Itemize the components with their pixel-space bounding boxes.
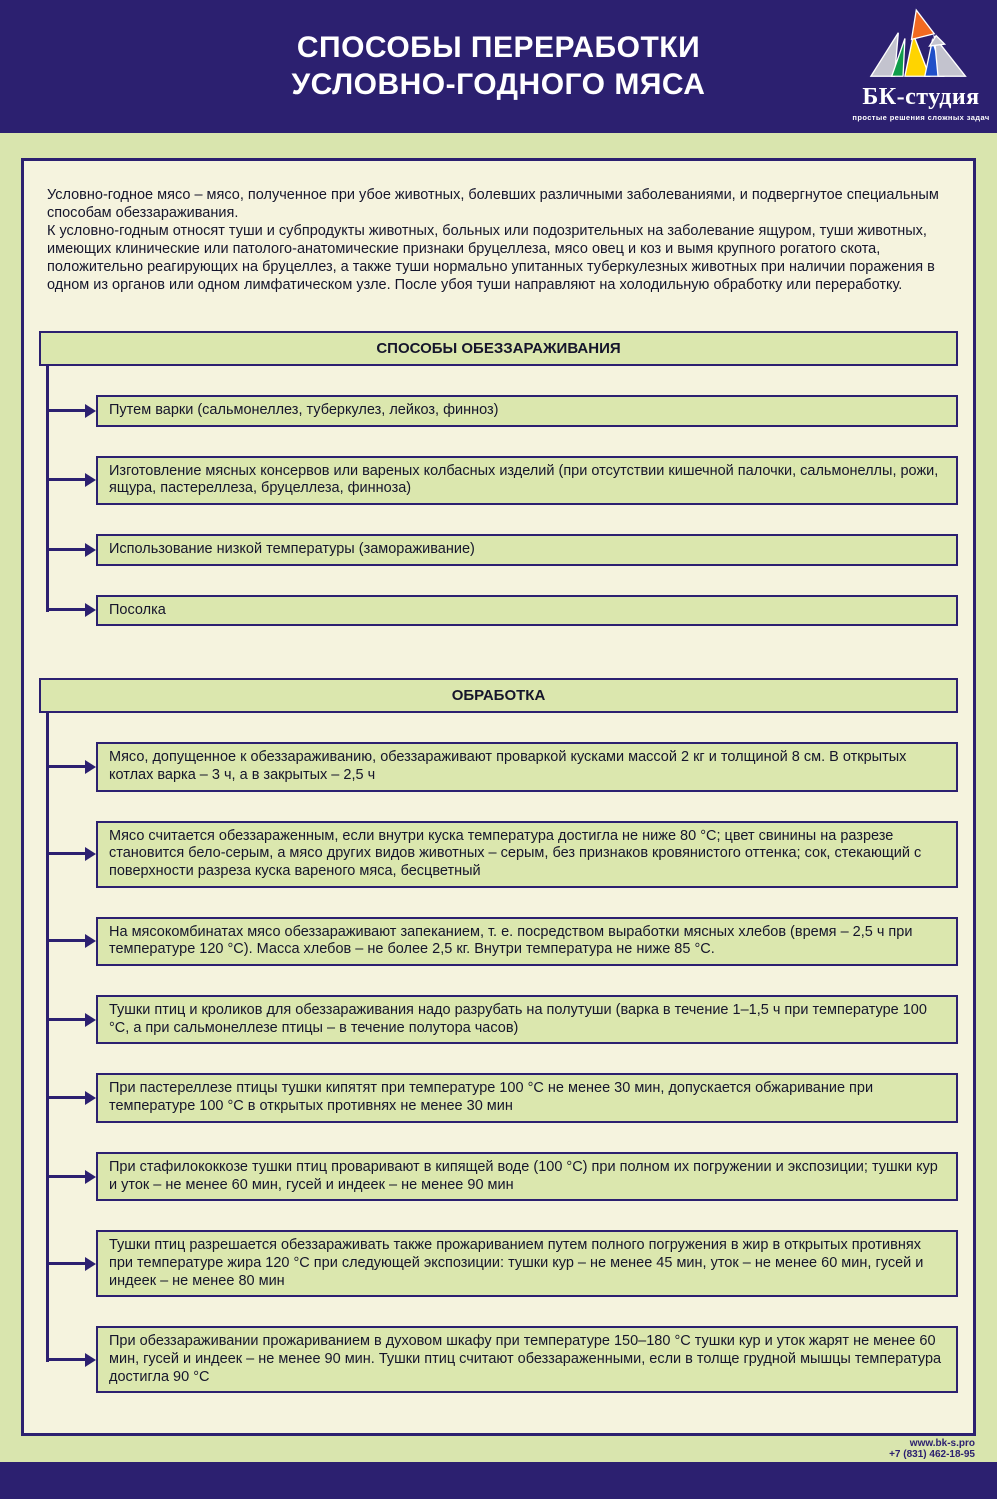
section-title: ОБРАБОТКА [39,678,958,713]
flow-item-box [96,917,958,966]
poster-header [0,0,997,133]
flow-item [39,1152,958,1201]
connector-arrow [39,534,96,566]
intro-paragraph-1: Условно-годное мясо – мясо, полученное при убое животных, болевших различными заболеваниями, и подвергнутое специальным способам обеззараживания. [47,187,939,221]
flow-item-box [96,1326,958,1393]
flow-item-box [96,534,958,566]
arrowhead-icon [85,1257,96,1271]
connector-arrow [39,742,96,791]
section-title: СПОСОБЫ ОБЕЗЗАРАЖИВАНИЯ [39,331,958,366]
flow-item [39,821,958,888]
flow-item-text: При обеззараживании прожариванием в духовом шкафу при температуре 150–180 °C тушки кур и уток жарят не менее 60 мин, гусей и индеек – не менее 90 мин. Тушки птиц считают обеззараженными, если в толще грудной мышцы температура достигла 90 °C [109,1333,942,1385]
connector-arrow [39,456,96,505]
flow-item-box [96,595,958,627]
page-title [292,30,706,104]
connector-arrow [39,1073,96,1122]
footer-phone: +7 (831) 462-18-95 [889,1449,975,1460]
connector-arrow [39,1230,96,1297]
section-disinfection-methods [39,331,958,626]
poster-body [0,133,997,1436]
flow-item-text: Путем варки (сальмонеллез, туберкулез, лейкоз, финноз) [109,401,499,418]
intro-paragraph-2: К условно-годным относят туши и субпродукты животных, больных или подозрительных на заболевание ящуром, туши животных, имеющих клинические или патолого-анатомические признаки бруцеллеза, мясо овец и коз и вымя крупного рогатого скота, положительно реагирующих на бруцеллез, а также туши нормально упитанных туберкулезных животных при наличии поражения в одном из органов или одном лимфатическом узле. После убоя туши направляют на холодильную обработку или переработку. [47,222,935,293]
connector-arrow [39,595,96,627]
flow-item-text: Посолка [109,601,166,618]
flow-item [39,1073,958,1122]
flow-item [39,995,958,1044]
flow-item-text: Мясо, допущенное к обеззараживанию, обеззараживают проваркой кусками массой 2 кг и толщиной 8 см. В открытых котлах варка – 3 ч, а в закрытых – 2,5 ч [109,749,907,783]
arrowhead-icon [85,404,96,418]
section-processing [39,678,958,1393]
flow-item-text: Использование низкой температуры (замораживание) [109,540,475,557]
flow-item-box [96,1152,958,1201]
page-title-line2: УСЛОВНО-ГОДНОГО МЯСА [291,67,706,101]
connector-arrow [39,1152,96,1201]
arrowhead-icon [85,1013,96,1027]
flow-item-box [96,456,958,505]
connector-arrow [39,395,96,427]
flow-item-box [96,395,958,427]
arrowhead-icon [85,543,96,557]
flow-item-text: На мясокомбинатах мясо обеззараживают запеканием, т. е. посредством выработки мясных хлебов (время – 2,5 ч при температуре 120 °C). Масса хлебов – не более 2,5 кг. Внутри температура не ниже 85 °C. [109,923,913,958]
flow-item-text: Мясо считается обеззараженным, если внутри куска температура достигла не ниже 80 °C; цвет свинины на разрезе становится бело-серым, а мясо других видов животных – серым, без признаков кровянистого оттенка; сок, стекающий с поверхности разреза куска вареного мяса, бесцветный [109,827,922,879]
brand-name: БК-студия [862,84,980,110]
flow-item-box [96,1073,958,1122]
intro-text [47,187,950,295]
connector-arrow [39,1326,96,1393]
flow-item [39,742,958,791]
arrowhead-icon [85,1091,96,1105]
flow-item-text: Изготовление мясных консервов или вареных колбасных изделий (при отсутствии кишечной палочки, сальмонеллы, рожи, ящура, пастереллеза, бруцеллеза, финноза) [109,462,939,497]
content-panel [21,158,976,1436]
flow-item-text: Тушки птиц разрешается обеззараживать также прожариванием путем полного погружения в жир в открытых противнях при температуре жира 120 °C при следующей экспозиции: тушки кур – не менее 45 мин, уток – не менее 60 мин, гусей и индеек – не менее 80 мин [109,1237,924,1289]
flow-item-text: При стафилококкозе тушки птиц проваривают в кипящей воде (100 °C) при полном их погружении и экспозиции; тушки кур и уток – не менее 60 мин, гусей и индеек – не менее 90 мин [109,1158,938,1193]
connector-arrow [39,821,96,888]
flow-item-text: При пастереллезе птицы тушки кипятят при температуре 100 °C не менее 30 мин, допускается обжаривание при температуре 100 °C в открытых противнях не менее 30 мин [109,1080,874,1115]
arrowhead-icon [85,473,96,487]
flow-item-box [96,821,958,888]
flow-item [39,917,958,966]
flow-item-box [96,995,958,1044]
flow-item-text: Тушки птиц и кроликов для обеззараживания надо разрубать на полутуши (варка в течение 1–1,5 ч при температуре 100 °C, а при сальмонеллезе птицы – в течение полутора часов) [109,1002,927,1036]
arrowhead-icon [85,847,96,861]
flow-item [39,1326,958,1393]
page-title-line1: СПОСОБЫ ПЕРЕРАБОТКИ [296,30,701,64]
footer-website: www.bk-s.pro [909,1438,975,1449]
flow-item [39,534,958,566]
flow-item-box [96,1230,958,1297]
flow-item [39,395,958,427]
arrowhead-icon [85,603,96,617]
flow-item [39,1230,958,1297]
brand-tagline: простые решения сложных задач [852,113,990,122]
bottom-band [0,1462,997,1499]
triangle-mountain-logo-icon [869,8,973,84]
flow-item [39,595,958,627]
arrowhead-icon [85,1170,96,1184]
brand-logo [853,8,989,122]
flow-item [39,456,958,505]
connector-arrow [39,917,96,966]
connector-arrow [39,995,96,1044]
arrowhead-icon [85,1353,96,1367]
flow-item-box [96,742,958,791]
arrowhead-icon [85,760,96,774]
footer [0,1436,997,1462]
arrowhead-icon [85,934,96,948]
